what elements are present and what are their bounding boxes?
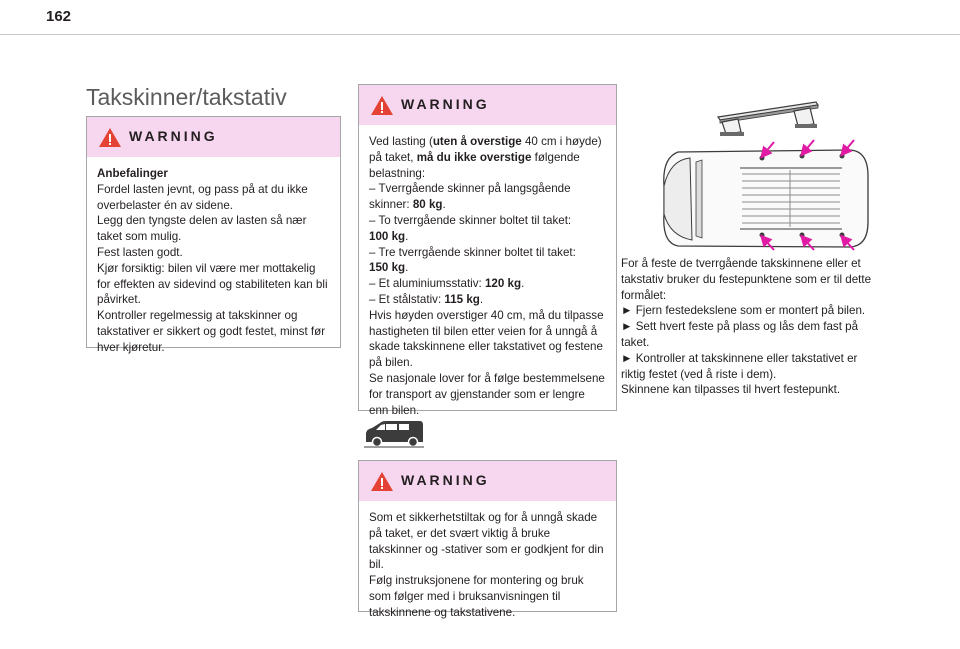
text-line: Ved lasting (uten å overstige 40 cm i høyde) bbox=[369, 135, 602, 148]
warning-box-approved-equipment bbox=[358, 460, 617, 619]
text-line: – Tre tverrgående skinner boltet til taket: bbox=[369, 245, 576, 259]
text-line: taket. bbox=[621, 335, 650, 349]
right-column-text bbox=[621, 256, 906, 398]
text-line: overbelaster én av sidene. bbox=[97, 198, 233, 212]
warning-triangle-icon bbox=[98, 127, 122, 148]
warning-body bbox=[359, 125, 616, 428]
text-line: Som et sikkerhetstiltak og for å unngå skade bbox=[369, 511, 598, 524]
text-line: belastning: bbox=[369, 166, 426, 180]
text-line: bil. bbox=[369, 558, 384, 572]
warning-body bbox=[87, 157, 340, 366]
warning-box-recommendations bbox=[86, 116, 341, 354]
text-line: takskinnene og takstativene. bbox=[369, 605, 516, 619]
text-line: på taket, er det svært viktig å bruke bbox=[369, 526, 551, 540]
roof-attachment-diagram bbox=[640, 96, 880, 251]
text-line: skinner: 80 kg. bbox=[369, 198, 446, 212]
warning-triangle-icon bbox=[370, 95, 394, 116]
text-line: Hvis høyden overstiger 40 cm, må du tilpasse bbox=[369, 308, 604, 322]
text-line: riktig festet (ved å riste i dem). bbox=[621, 367, 777, 381]
text-line: Kontroller regelmessig at takskinner og bbox=[97, 309, 298, 323]
text-line: som følger med i bruksanvisningen til bbox=[369, 589, 561, 603]
instruction-step: ► Fjern festedekslene som er montert på bilen. bbox=[621, 304, 866, 318]
text-line: – Et stålstativ: 115 kg. bbox=[369, 292, 484, 306]
text-line: takstativ bruker du festepunktene som er til dette bbox=[621, 272, 872, 286]
text-line: Kjør forsiktig: bilen vil være mer mottakelig bbox=[97, 261, 316, 275]
text-line: hver kjøretur. bbox=[97, 340, 165, 354]
text-line: på taket, må du ikke overstige følgende bbox=[369, 150, 580, 164]
warning-box-load-limits bbox=[358, 84, 617, 417]
text-line: for effekten av sidevind og stabiliteten kan bli bbox=[97, 277, 328, 291]
text-line: For å feste de tverrgående takskinnene eller et bbox=[621, 257, 861, 270]
van-icon bbox=[364, 420, 424, 448]
warning-header bbox=[359, 461, 616, 501]
text-line: taket som mulig. bbox=[97, 230, 182, 244]
page-number: 162 bbox=[46, 8, 72, 25]
text-line: Følg instruksjonene for montering og bruk bbox=[369, 574, 584, 588]
instruction-step: ► Kontroller at takskinnene eller takstativet er bbox=[621, 351, 858, 365]
warning-header bbox=[87, 117, 340, 157]
warning-title: WARNING bbox=[401, 96, 490, 112]
text-line: for transport av gjenstander som er lengre bbox=[369, 387, 585, 401]
text-line: – To tverrgående skinner boltet til taket: bbox=[369, 213, 572, 227]
text-line: takskinner og -stativer som er godkjent for din bbox=[369, 542, 604, 556]
warning-title: WARNING bbox=[129, 128, 218, 144]
van-top-view bbox=[664, 150, 868, 247]
text-line: formålet: bbox=[621, 288, 667, 302]
text-line: Legg den tyngste delen av lasten så nær bbox=[97, 214, 307, 228]
text-line: Fordel lasten jevnt, og pass på at du ikke bbox=[97, 182, 308, 196]
text-line: 150 kg. bbox=[369, 261, 409, 275]
text-line: påvirket. bbox=[97, 293, 141, 307]
warning-body bbox=[359, 501, 616, 631]
instruction-step: ► Sett hvert feste på plass og lås dem fast på bbox=[621, 320, 859, 334]
text-line: på bilen. bbox=[369, 356, 413, 370]
warning-header bbox=[359, 85, 616, 125]
roof-bar-illustration bbox=[718, 102, 818, 136]
warning-subheading: Anbefalinger bbox=[97, 167, 168, 180]
text-line: 100 kg. bbox=[369, 229, 409, 243]
page-title: Takskinner/takstativ bbox=[86, 84, 287, 110]
text-line: – Tverrgående skinner på langsgående bbox=[369, 182, 571, 196]
text-line: takstativer er sikkert og godt festet, minst før bbox=[97, 324, 326, 338]
text-line: Se nasjonale lover for å følge bestemmelsene bbox=[369, 371, 605, 385]
text-line: Skinnene kan tilpasses til hvert festepunkt. bbox=[621, 383, 841, 397]
warning-title: WARNING bbox=[401, 472, 490, 488]
text-line: Fest lasten godt. bbox=[97, 245, 183, 259]
text-line: skade takskinnene eller takstativet og festene bbox=[369, 340, 603, 354]
text-line: enn bilen. bbox=[369, 403, 420, 417]
top-rule bbox=[0, 34, 960, 35]
warning-triangle-icon bbox=[370, 471, 394, 492]
text-line: hastigheten til bilen etter veien for å unngå å bbox=[369, 324, 598, 338]
text-line: – Et aluminiumsstativ: 120 kg. bbox=[369, 277, 525, 291]
